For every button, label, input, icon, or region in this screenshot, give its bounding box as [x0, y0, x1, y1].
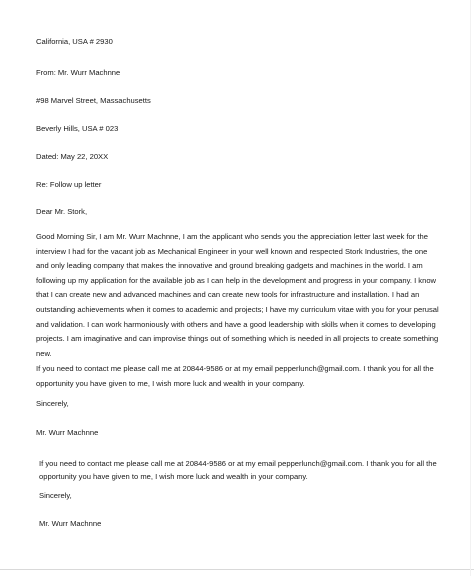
- salutation: Dear Mr. Stork,: [36, 207, 88, 216]
- letter-date: Dated: May 22, 20XX: [36, 152, 109, 161]
- letter-body-paragraph: Good Morning Sir, I am Mr. Wurr Machnne, I am the applicant who sends you the appreciation letter last week for the interview I had for the vacant job as Mechanical Engineer in your well known and respected Stork Industries, the one and only leading company that makes the innovative and ground breaking gadgets and machines in the world. I am following up my application for the available job as I can help in the development and progress in your company. I know that I can create new and advanced machines and can create new tools for infrastructure and installation. I had an outstanding achievements when it comes to academic and projects; I have my curriculum vitae with you for your perusal and validation. I can work harmoniously with others and have a good leadership with skills when it comes to developing projects. I am imaginative and can improvise things out of something which is needed in all projects to create something new.: [36, 232, 439, 358]
- bottom-divider: [0, 569, 474, 570]
- repeated-signature-name: Mr. Wurr Machnne: [39, 519, 102, 528]
- letter-subject: Re: Follow up letter: [36, 180, 102, 189]
- street-address: #98 Marvel Street, Massachusetts: [36, 96, 151, 105]
- repeated-sign-off: Sincerely,: [39, 491, 72, 500]
- right-edge-divider: [470, 0, 471, 576]
- signature-name: Mr. Wurr Machnne: [36, 428, 99, 437]
- sender-address-line: California, USA # 2930: [36, 37, 113, 46]
- sender-name: From: Mr. Wurr Machnne: [36, 68, 121, 77]
- city-address: Beverly Hills, USA # 023: [36, 124, 119, 133]
- closing-paragraph: If you need to contact me please call me at 20844-9586 or at my email pepperlunch@gmail.com. I thank you for all the opportunity you have given to me, I wish more luck and wealth in your company.: [36, 364, 434, 388]
- repeated-closing-paragraph: If you need to contact me please call me at 20844-9586 or at my email pepperlunch@gmail.com. I thank you for all the opportunity you have given to me, I wish more luck and wealth in your company.: [39, 459, 437, 481]
- sign-off: Sincerely,: [36, 399, 69, 408]
